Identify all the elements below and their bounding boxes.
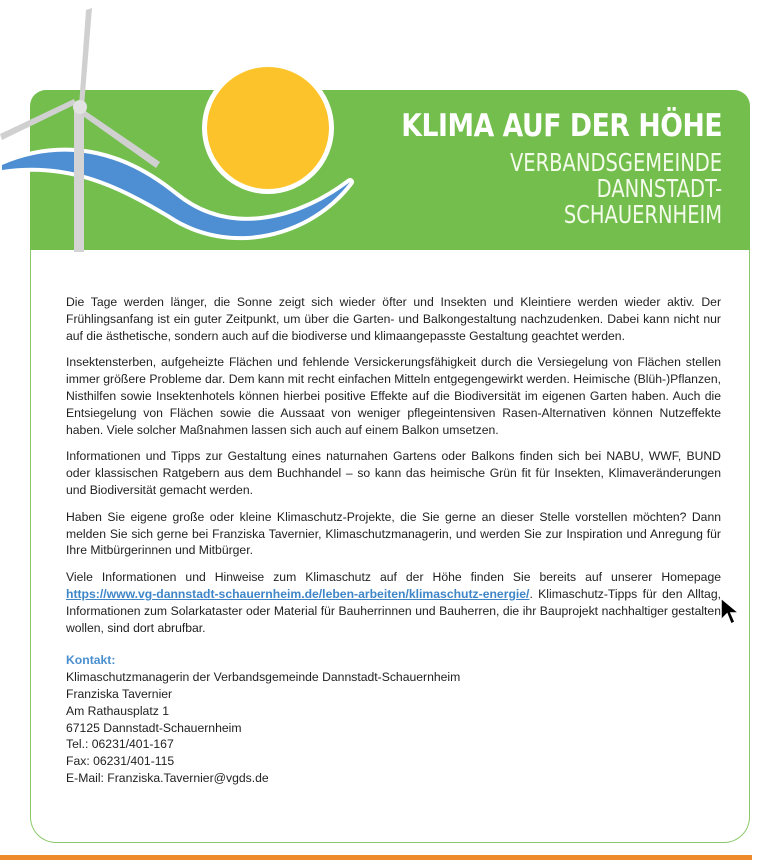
paragraph: Haben Sie eigene große oder kleine Klimaschutz-Projekte, die Sie gerne an dieser Stelle vorstellen möchten? Dann melden Sie sich gerne bei Franziska Tavernier, Klimaschutzmanagerin, und werden Sie zur Inspiration und Anregung für Ihre Mitbürgerinnen und Mitbürger. bbox=[66, 509, 721, 558]
paragraph: Die Tage werden länger, die Sonne zeigt sich wieder öfter und Insekten und Kleintiere werden wieder aktiv. Der Frühlingsanfang ist ein guter Zeitpunkt, um über die Garten- und Balkongestaltung nachzudenken. Dabei kann nicht nur auf die ästhetische, sondern auch auf die biodiverse und klimaangepasste Gestaltung geachtet werden. bbox=[66, 295, 721, 343]
contact-street: Am Rathausplatz 1 bbox=[66, 703, 169, 718]
contact-phone: Tel.: 06231/401-167 bbox=[66, 737, 174, 752]
page-title: KLIMA AUF DER HÖHE bbox=[401, 108, 722, 144]
paragraph: Insektensterben, aufgeheizte Flächen und fehlende Versickerungsfähigkeit durch die Versiegelung von Flächen stellen immer größere Probleme dar. Dem kann mit recht einfachen Mitteln entgegengewirkt werden. Heimische (Blüh-)Pflanzen, Nisthilfen sowie Insektenhotels können hierbei positive Effekte auf die Biodiversität im eigenen Garten haben. Auch die Entsiegelung von Flächen sowie die Aussaat von weniger pflegeintensiven Rasen-Alternativen können Nutzeffekte haben. Viele solcher Maßnahmen lassen sich auch auf einem Balkon umsetzen. bbox=[66, 355, 721, 437]
paragraph-text: Viele Informationen und Hinweise zum Klimaschutz auf der Höhe finden Sie bereits auf unserer Homepage bbox=[66, 570, 721, 585]
contact-block bbox=[66, 652, 721, 786]
paragraph-homepage bbox=[66, 569, 721, 636]
subtitle-line: VERBANDSGEMEINDE bbox=[509, 148, 722, 177]
contact-fax: Fax: 06231/401-115 bbox=[66, 754, 175, 769]
homepage-link[interactable]: https://www.vg-dannstadt-schauernheim.de/leben-arbeiten/klimaschutz-energie/ bbox=[66, 586, 530, 601]
contact-email[interactable]: E-Mail: Franziska.Tavernier@vgds.de bbox=[66, 770, 269, 785]
climate-logo bbox=[0, 0, 360, 252]
subtitle-line: DANNSTADT- bbox=[596, 174, 722, 203]
paragraph-text: . Klimaschutz-Tipps für den Alltag, Informationen zum Solarkataster oder Material für Bauherrinnen und Bauherren, die ihr Bauprojekt nachhaltiger gestalten wollen, sind dort abrufbar. bbox=[66, 586, 721, 635]
title-block bbox=[349, 108, 722, 228]
contact-city: 67125 Dannstadt-Schauernheim bbox=[66, 720, 242, 735]
paragraph: Informationen und Tipps zur Gestaltung eines naturnahen Gartens oder Balkons finden sich bei NABU, WWF, BUND oder klassischen Ratgebern aus dem Buchhandel – so kann das heimische Grün fit für Insekten, Klimaveränderungen und Biodiversität gemacht werden. bbox=[66, 449, 721, 497]
contact-role: Klimaschutzmanagerin der Verbandsgemeinde Dannstadt-Schauernheim bbox=[66, 670, 461, 685]
footer-divider bbox=[0, 855, 752, 860]
contact-label: Kontakt: bbox=[66, 653, 116, 668]
article-body bbox=[66, 294, 721, 787]
wind-turbine-icon bbox=[0, 8, 160, 252]
sun-icon bbox=[202, 62, 334, 194]
contact-name: Franziska Tavernier bbox=[66, 686, 173, 701]
subtitle-line: SCHAUERNHEIM bbox=[563, 200, 722, 229]
mouse-cursor-icon bbox=[719, 596, 741, 626]
municipality-name bbox=[431, 150, 722, 228]
